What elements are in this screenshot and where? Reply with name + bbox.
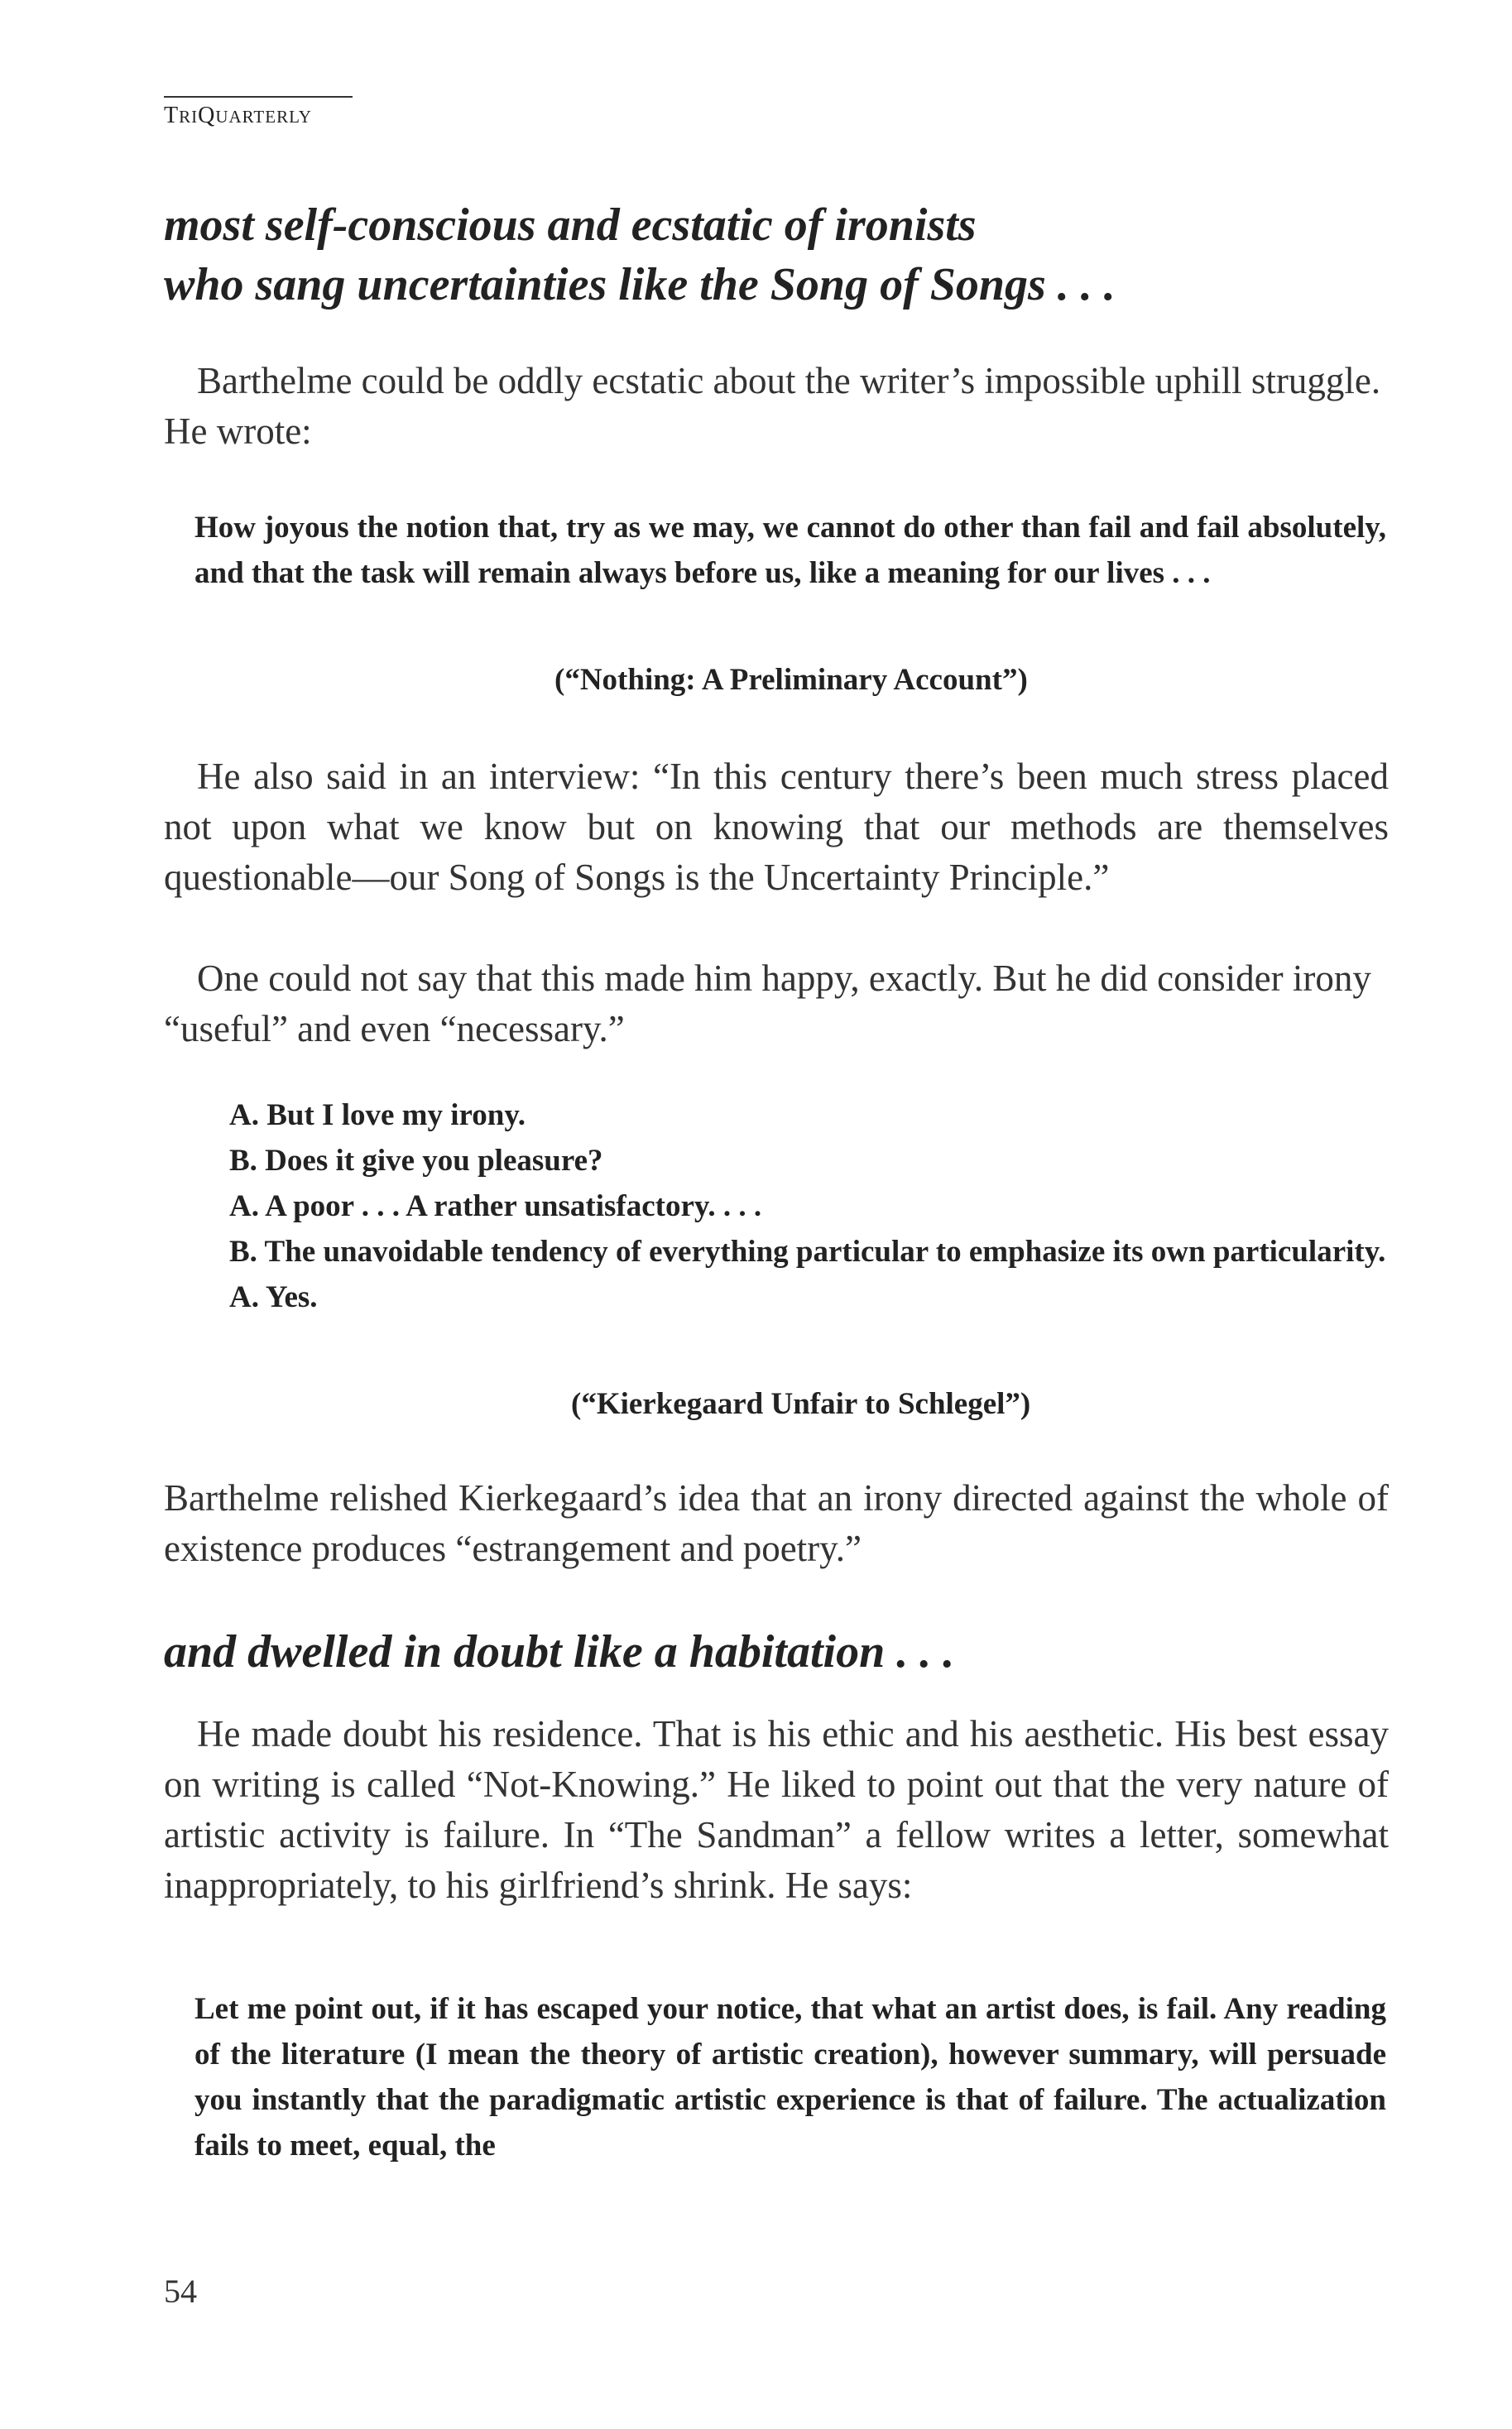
paragraph-1-text: Barthelme could be oddly ecstatic about the writer’s impossible uphill struggle. He wrote: bbox=[164, 360, 1381, 452]
paragraph-4-text: Barthelme relished Kierkegaard’s idea that an irony directed against the whole of existence produces “estrangement and poetry.” bbox=[164, 1477, 1389, 1569]
dialogue-attribution: (“Kierkegaard Unfair to Schlegel”) bbox=[571, 1387, 1031, 1421]
section-heading-1 bbox=[164, 195, 1116, 314]
paragraph-5 bbox=[164, 1709, 1389, 1911]
header-rule bbox=[164, 96, 353, 98]
dialogue-line: A. But I love my irony. bbox=[229, 1098, 526, 1132]
header-cap-t: T bbox=[164, 103, 180, 128]
heading-1-line-1: most self-conscious and ecstatic of ironists bbox=[164, 199, 977, 251]
dialogue-line: A. Yes. bbox=[229, 1280, 318, 1314]
dialogue-line: A. A poor . . . A rather unsatisfactory. . . . bbox=[229, 1189, 762, 1223]
dialogue-line: B. The unavoidable tendency of everything particular to emphasize its own particularity. bbox=[229, 1235, 1386, 1269]
dialogue-line: B. Does it give you pleasure? bbox=[229, 1144, 603, 1178]
paragraph-4 bbox=[164, 1473, 1389, 1574]
header-smallcaps-ri: RI bbox=[179, 107, 199, 127]
block-quote-1-attribution: (“Nothing: A Preliminary Account”) bbox=[554, 663, 1028, 697]
header-cap-q: Q bbox=[198, 103, 216, 128]
paragraph-3-text: One could not say that this made him happy, exactly. But he did consider irony “useful” and even “necessary.” bbox=[164, 958, 1371, 1049]
page-number: 54 bbox=[164, 2273, 197, 2310]
dialogue-quote bbox=[194, 1092, 1386, 1320]
section-heading-2: and dwelled in doubt like a habitation . . . bbox=[164, 1626, 955, 1678]
paragraph-3 bbox=[164, 953, 1389, 1054]
header-smallcaps-uarterly: UARTERLY bbox=[215, 107, 312, 127]
paragraph-5-text: He made doubt his residence. That is his ethic and his aesthetic. His best essay on writing is called “Not-Knowing.” He liked to point out that the very nature of artistic activity is failure. In “The Sandman” a fellow writes a letter, somewhat inappropriately, to his girlfriend’s shrink. He says: bbox=[164, 1713, 1389, 1906]
paragraph-1 bbox=[164, 356, 1389, 457]
running-header bbox=[164, 103, 312, 129]
block-quote-1: How joyous the notion that, try as we may, we cannot do other than fail and fail absolutely, and that the task will remain always before us, like a meaning for our lives . . . bbox=[194, 511, 1386, 590]
block-quote-2: Let me point out, if it has escaped your notice, that what an artist does, is fail. Any reading of the literature (I mean the theory of artistic creation), however summary, will persuade you instantly that the paradigmatic artistic experience is that of failure. The actualization fails to meet, equal, the bbox=[194, 1992, 1386, 2163]
heading-1-line-2: who sang uncertainties like the Song of Songs . . . bbox=[164, 259, 1116, 310]
paragraph-2-text: He also said in an interview: “In this century there’s been much stress placed not upon what we know but on knowing that our methods are themselves questionable—our Song of Songs is the Uncertainty Principle.” bbox=[164, 756, 1389, 898]
paragraph-2 bbox=[164, 751, 1389, 903]
